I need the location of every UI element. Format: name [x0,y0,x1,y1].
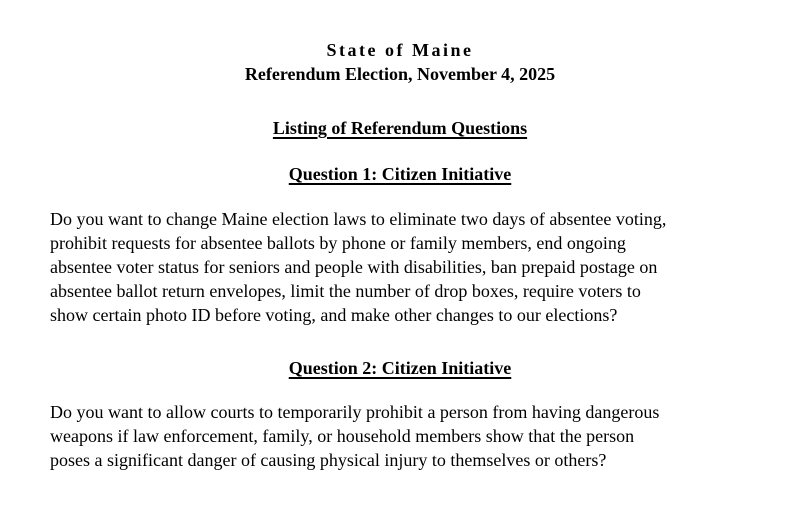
question-2-heading: Question 2: Citizen Initiative [288,358,512,378]
question-2-text [0,400,800,472]
document-title: State of Maine [326,40,474,60]
question-2-line-3: poses a significant danger of causing physical injury to themselves or others? [50,450,607,470]
question-1-line-5: show certain photo ID before voting, and make other changes to our elections? [50,305,618,325]
question-1-text [0,207,800,327]
question-1-heading: Question 1: Citizen Initiative [288,164,512,184]
question-1-line-2: prohibit requests for absentee ballots by phone or family members, end ongoing [50,233,626,253]
section-heading: Listing of Referendum Questions [272,118,528,138]
question-2-line-1: Do you want to allow courts to temporarily prohibit a person from having dangerous [50,402,660,422]
document-subtitle: Referendum Election, November 4, 2025 [244,64,556,84]
question-1-line-1: Do you want to change Maine election laws to eliminate two days of absentee voting, [50,209,667,229]
question-2-line-2: weapons if law enforcement, family, or household members show that the person [50,426,635,446]
question-1-line-4: absentee ballot return envelopes, limit the number of drop boxes, require voters to [50,281,641,301]
question-1-line-3: absentee voter status for seniors and people with disabilities, ban prepaid postage on [50,257,658,277]
